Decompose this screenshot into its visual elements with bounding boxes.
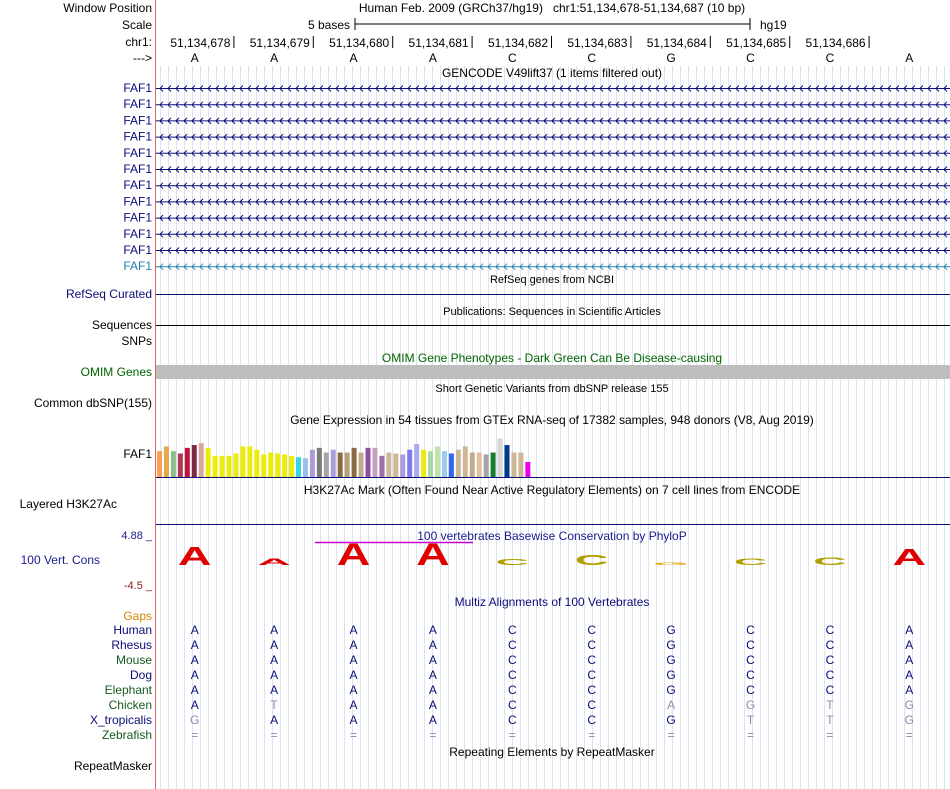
base-letter: C [825, 51, 835, 65]
multiz-base: T [826, 713, 834, 727]
gtex-tissue-bar[interactable] [400, 454, 405, 477]
gtex-tissue-bar[interactable] [233, 454, 238, 478]
phylop-logo-A[interactable] [893, 544, 927, 570]
ruler-position-label: 51,134,685 [726, 36, 787, 50]
dbsnp-track-title: Short Genetic Variants from dbSNP release 155 [435, 383, 669, 395]
gtex-tissue-bar[interactable] [178, 454, 183, 478]
gtex-tissue-bar[interactable] [379, 456, 384, 477]
base-letter: A [190, 51, 199, 65]
multiz-base: T [746, 713, 755, 727]
gtex-tissue-bar[interactable] [414, 444, 419, 477]
multiz-base: C [507, 653, 517, 667]
multiz-base: C [507, 668, 517, 682]
gtex-tissue-bar[interactable] [338, 453, 343, 477]
multiz-base: = [270, 728, 278, 742]
window-position-label: Window Position [63, 1, 152, 15]
base-letter: C [746, 51, 755, 65]
multiz-base: A [270, 683, 279, 697]
multiz-base: C [587, 623, 597, 637]
ruler-position-label: 51,134,680 [329, 36, 390, 50]
gtex-tissue-bar[interactable] [296, 457, 301, 477]
ruler-position-label: 51,134,682 [487, 36, 548, 50]
multiz-base: G [666, 638, 676, 652]
multiz-base: C [587, 668, 597, 682]
gtex-tissue-bar[interactable] [227, 456, 232, 477]
multiz-base: C [507, 623, 517, 637]
multiz-base: A [905, 683, 914, 697]
multiz-species-label[interactable]: Elephant [104, 683, 152, 697]
multiz-base: A [905, 638, 914, 652]
phylop-logo-C[interactable] [734, 557, 768, 568]
gtex-tissue-bar[interactable] [247, 446, 252, 477]
gtex-track-label[interactable]: FAF1 [123, 447, 152, 461]
multiz-base: = [746, 728, 755, 742]
base-letter: A [270, 51, 279, 65]
gtex-tissue-bar[interactable] [345, 453, 350, 477]
gtex-tissue-bar[interactable] [470, 453, 475, 477]
gencode-gene-label[interactable]: FAF1 [123, 210, 152, 225]
gtex-tissue-bar[interactable] [261, 454, 266, 477]
gtex-tissue-bar[interactable] [449, 454, 454, 478]
gtex-tissue-bar[interactable] [275, 454, 280, 478]
base-position-ruler[interactable] [170, 36, 869, 50]
gtex-tissue-bar[interactable] [303, 458, 308, 477]
gtex-tissue-bar[interactable] [456, 450, 461, 477]
gencode-gene-label[interactable]: FAF1 [123, 178, 152, 193]
multiz-base: = [588, 728, 596, 742]
gtex-tissue-bar[interactable] [164, 446, 169, 477]
phylop-logo-letter: C [813, 555, 847, 568]
multiz-base: A [428, 668, 437, 682]
h3k27ac-track-title: H3K27Ac Mark (Often Found Near Active Regulatory Elements) on 7 cell lines from ENCODE [303, 483, 801, 497]
ruler-position-label: 51,134,683 [567, 36, 628, 50]
multiz-base: A [428, 683, 437, 697]
multiz-base: A [349, 623, 358, 637]
phylop-logo-A[interactable] [337, 537, 371, 572]
phylop-logo-letter: C [733, 556, 768, 568]
omim-gene-block[interactable] [156, 365, 950, 379]
gtex-tissue-bar[interactable] [428, 451, 433, 477]
multiz-base: = [508, 728, 516, 742]
multiz-species-label[interactable]: Chicken [108, 698, 152, 712]
gtex-track-title: Gene Expression in 54 tissues from GTEx RNA-seq of 17382 samples, 948 donors (V8, Aug 2019) [290, 413, 814, 427]
repeatmasker-track-label[interactable]: RepeatMasker [73, 759, 152, 773]
multiz-base: A [190, 698, 199, 712]
gencode-track-title: GENCODE V49lift37 (1 items filtered out) [441, 66, 663, 80]
phylop-track-label[interactable]: 100 Vert. Cons [20, 553, 100, 567]
multiz-base: A [190, 623, 199, 637]
ruler-position-label: 51,134,679 [249, 36, 310, 50]
gtex-tissue-bar[interactable] [310, 450, 315, 477]
multiz-base: A [270, 653, 279, 667]
dbsnp-track-label[interactable]: Common dbSNP(155) [33, 396, 152, 410]
gtex-tissue-bar[interactable] [525, 462, 530, 477]
gtex-tissue-bar[interactable] [386, 453, 391, 477]
base-letter: G [666, 51, 676, 65]
gtex-tissue-bar[interactable] [518, 453, 523, 477]
gtex-tissue-bar[interactable] [324, 453, 329, 477]
refseq-track-title: RefSeq genes from NCBI [489, 274, 615, 286]
multiz-base: C [587, 713, 597, 727]
multiz-alignment[interactable] [90, 623, 914, 742]
multiz-base: A [428, 623, 437, 637]
phylop-logo-A[interactable] [257, 557, 291, 568]
gtex-tissue-bar[interactable] [192, 445, 197, 477]
multiz-base: C [746, 638, 755, 652]
phylop-logo-letter: A [336, 537, 371, 573]
gtex-tissue-bar[interactable] [206, 448, 211, 477]
multiz-base: G [745, 698, 756, 712]
multiz-gaps-label[interactable]: Gaps [123, 609, 152, 623]
gencode-gene-label[interactable]: FAF1 [123, 97, 152, 112]
gtex-tissue-bar[interactable] [199, 443, 204, 477]
multiz-base: C [507, 638, 517, 652]
multiz-base: A [349, 683, 358, 697]
multiz-base: G [904, 713, 914, 727]
gencode-gene-label[interactable]: FAF1 [123, 226, 152, 241]
base-sequence-row [191, 51, 914, 65]
gtex-tissue-bar[interactable] [366, 448, 371, 477]
multiz-base: A [905, 623, 914, 637]
scale-bar [355, 18, 750, 30]
h3k27ac-track-label[interactable]: Layered H3K27Ac [19, 497, 117, 511]
gtex-tissue-bar[interactable] [421, 450, 426, 477]
phylop-logo-letter: A [892, 544, 927, 571]
multiz-species-label[interactable]: Mouse [115, 653, 152, 667]
base-letter: A [428, 51, 437, 65]
publications-track-title: Publications: Sequences in Scientific Articles [443, 306, 661, 318]
multiz-base: T [826, 698, 834, 712]
gtex-tissue-bar[interactable] [491, 453, 496, 477]
gencode-gene-label[interactable]: FAF1 [123, 194, 152, 209]
multiz-base: G [666, 653, 676, 667]
gencode-gene-label[interactable]: FAF1 [123, 129, 152, 144]
gtex-tissue-bar[interactable] [435, 446, 440, 477]
base-letter: C [507, 51, 517, 65]
gtex-tissue-bar[interactable] [498, 438, 503, 477]
multiz-base: G [666, 623, 676, 637]
phylop-logo-A[interactable] [416, 537, 450, 572]
multiz-species-label[interactable]: Dog [129, 668, 152, 682]
gtex-tissue-bar[interactable] [352, 448, 357, 477]
phylop-max-label: 4.88 _ [121, 530, 152, 542]
gtex-tissue-bar[interactable] [317, 448, 322, 477]
multiz-base: A [349, 713, 358, 727]
multiz-base: = [191, 728, 199, 742]
multiz-base: G [190, 713, 200, 727]
multiz-base: = [429, 728, 437, 742]
gtex-tissue-bar[interactable] [220, 456, 225, 477]
multiz-base: A [349, 668, 358, 682]
base-letter: A [905, 51, 914, 65]
multiz-base: A [190, 653, 199, 667]
gtex-tissue-bar[interactable] [484, 454, 489, 477]
multiz-base: T [270, 698, 278, 712]
multiz-base: A [190, 668, 199, 682]
multiz-base: A [190, 683, 199, 697]
phylop-logo-C[interactable] [496, 558, 530, 567]
multiz-base: C [587, 698, 597, 712]
multiz-base: G [666, 668, 676, 682]
gtex-tissue-bar[interactable] [171, 451, 176, 477]
multiz-base: A [905, 653, 914, 667]
gtex-tissue-bar[interactable] [393, 454, 398, 478]
gtex-tissue-bar[interactable] [157, 451, 162, 477]
phylop-logo-letter: C [495, 557, 530, 568]
gencode-gene-label[interactable]: FAF1 [123, 243, 152, 257]
multiz-base: A [349, 653, 358, 667]
gencode-gene-label[interactable]: FAF1 [123, 259, 152, 274]
phylop-logo-C[interactable] [575, 552, 609, 568]
phylop-track-title: 100 vertebrates Basewise Conservation by PhyloP [417, 529, 687, 543]
multiz-base: C [825, 638, 835, 652]
gencode-gene-label[interactable]: FAF1 [123, 81, 152, 95]
multiz-base: A [270, 668, 279, 682]
strand-label: ---> [133, 51, 152, 65]
gtex-tissue-bar[interactable] [331, 450, 336, 477]
base-letter: A [349, 51, 358, 65]
multiz-base: C [825, 683, 835, 697]
multiz-base: C [825, 653, 835, 667]
omim-track-title: OMIM Gene Phenotypes - Dark Green Can Be Disease-causing [381, 351, 723, 365]
gtex-tissue-bar[interactable] [359, 453, 364, 477]
phylop-logo-letter: A [416, 537, 450, 573]
refseq-track-label[interactable]: RefSeq Curated [65, 287, 152, 301]
omim-track-label[interactable]: OMIM Genes [80, 365, 152, 379]
gtex-tissue-bar[interactable] [254, 450, 259, 477]
multiz-base: C [507, 698, 517, 712]
scale-label: Scale [121, 18, 152, 32]
ruler-position-label: 51,134,681 [408, 36, 469, 50]
gtex-tissue-bar[interactable] [289, 456, 294, 477]
multiz-base: C [825, 623, 835, 637]
multiz-base: A [428, 713, 437, 727]
multiz-base: = [667, 728, 675, 742]
multiz-base: = [826, 728, 834, 742]
multiz-base: A [667, 698, 676, 712]
phylop-logo-C[interactable] [813, 556, 847, 568]
gtex-tissue-bar[interactable] [442, 451, 447, 477]
multiz-base: C [587, 653, 597, 667]
multiz-base: A [349, 698, 358, 712]
gtex-tissue-bar[interactable] [372, 448, 377, 477]
snps-track-label[interactable]: SNPs [121, 334, 152, 348]
phylop-logo-A[interactable] [178, 542, 212, 571]
gtex-tissue-bar[interactable] [213, 456, 218, 477]
multiz-base: C [746, 683, 755, 697]
multiz-base: A [428, 638, 437, 652]
multiz-species-label[interactable]: Human [113, 623, 152, 637]
base-letter: C [587, 51, 597, 65]
gtex-tissue-bar[interactable] [240, 446, 245, 477]
gencode-gene-label[interactable]: FAF1 [123, 162, 152, 176]
phylop-logo-G[interactable] [653, 562, 689, 566]
phylop-logo-letter: C [574, 552, 609, 569]
multiz-base: A [270, 638, 279, 652]
multiz-base: C [746, 653, 755, 667]
gtex-tissue-bar[interactable] [505, 445, 510, 477]
multiz-base: G [904, 698, 914, 712]
multiz-base: A [190, 638, 199, 652]
multiz-base: C [746, 623, 755, 637]
multiz-species-label[interactable]: Rhesus [111, 638, 152, 652]
multiz-track-title: Multiz Alignments of 100 Vertebrates [454, 595, 650, 609]
multiz-base: A [349, 638, 358, 652]
ruler-position-label: 51,134,686 [805, 36, 866, 50]
assembly-title: Human Feb. 2009 (GRCh37/hg19) chr1:51,134,678-51,134,687 (10 bp) [358, 1, 746, 15]
multiz-base: G [666, 713, 676, 727]
phylop-logo-letter: A [177, 541, 212, 571]
multiz-base: A [428, 698, 437, 712]
gtex-tissue-bars[interactable] [157, 438, 530, 477]
phylop-min-label: -4.5 _ [123, 580, 152, 592]
multiz-base: A [905, 668, 914, 682]
multiz-base: G [666, 683, 676, 697]
gtex-tissue-bar[interactable] [511, 453, 516, 477]
ruler-position-label: 51,134,684 [646, 36, 707, 50]
publications-track-label[interactable]: Sequences [91, 318, 152, 332]
multiz-base: A [270, 623, 279, 637]
gtex-tissue-bar[interactable] [282, 454, 287, 477]
scale-bar-text: 5 bases [307, 18, 350, 32]
phylop-logo-letter: G [653, 562, 690, 566]
scale-db-label: hg19 [760, 18, 787, 32]
multiz-base: = [905, 728, 913, 742]
ruler-position-label: 51,134,678 [170, 36, 231, 50]
gtex-tissue-bar[interactable] [477, 453, 482, 477]
multiz-base: C [587, 683, 597, 697]
multiz-base: C [587, 638, 597, 652]
repeatmasker-track-title: Repeating Elements by RepeatMasker [449, 745, 655, 759]
gtex-tissue-bar[interactable] [268, 453, 273, 477]
multiz-base: C [746, 668, 755, 682]
multiz-species-label[interactable]: X_tropicalis [89, 713, 152, 727]
gtex-tissue-bar[interactable] [185, 448, 190, 477]
multiz-base: = [349, 728, 358, 742]
multiz-base: C [507, 683, 517, 697]
multiz-base: C [825, 668, 835, 682]
phylop-logo-letter: A [257, 556, 291, 568]
chrom-label: chr1: [125, 35, 152, 49]
multiz-base: A [270, 713, 279, 727]
multiz-species-label[interactable]: Zebrafish [101, 728, 152, 742]
gtex-tissue-bar[interactable] [407, 450, 412, 477]
gencode-gene-label[interactable]: FAF1 [123, 113, 152, 128]
multiz-base: C [507, 713, 517, 727]
gencode-gene-label[interactable]: FAF1 [123, 145, 152, 160]
gtex-tissue-bar[interactable] [463, 446, 468, 477]
multiz-base: A [428, 653, 437, 667]
